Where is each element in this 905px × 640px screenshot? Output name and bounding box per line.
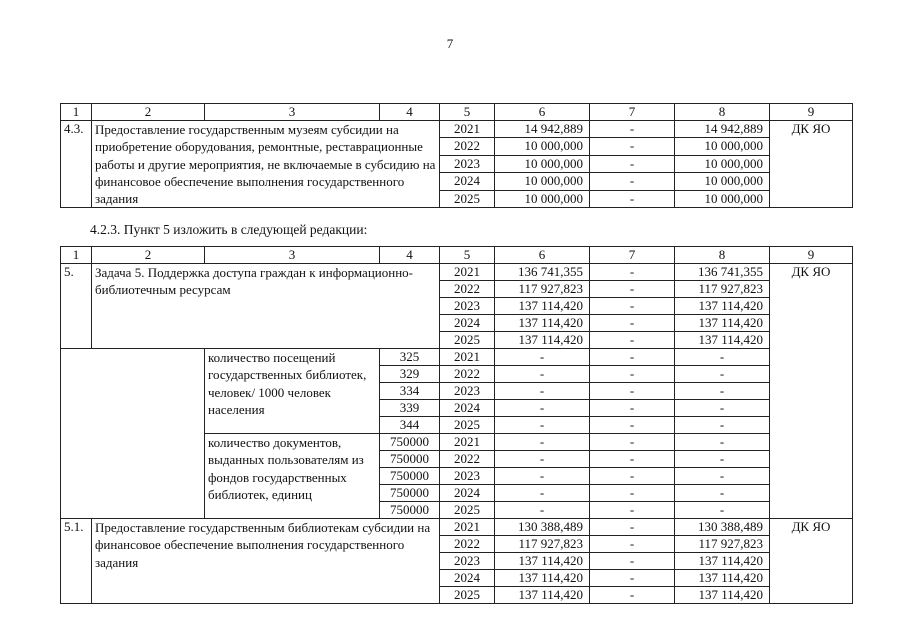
indicator-value: 750000 [380,502,440,519]
year-cell: 2025 [440,587,495,604]
amount-cell: 137 114,420 [495,298,590,315]
amount-cell: - [590,570,675,587]
amount-cell: 10 000,000 [675,138,770,155]
header-cell: 2 [92,104,205,121]
amount-cell: 137 114,420 [675,298,770,315]
header-cell: 5 [440,104,495,121]
year-cell: 2022 [440,138,495,155]
amount-cell: - [495,400,590,417]
year-cell: 2022 [440,366,495,383]
amount-cell: - [495,417,590,434]
amount-cell: 136 741,355 [495,264,590,281]
year-cell: 2021 [440,121,495,138]
amount-cell: - [590,298,675,315]
header-cell: 3 [205,247,380,264]
table-item-4-3 [60,103,853,208]
year-cell: 2021 [440,264,495,281]
amount-cell: - [495,485,590,502]
table-task-5 [60,246,853,604]
indicator-value: 329 [380,366,440,383]
amount-cell: - [590,281,675,298]
amount-cell: - [590,536,675,553]
amount-cell: - [495,434,590,451]
header-cell: 3 [205,104,380,121]
table-row [61,121,853,138]
header-cell: 2 [92,247,205,264]
amount-cell: - [675,434,770,451]
amount-cell: 130 388,489 [495,519,590,536]
year-cell: 2021 [440,519,495,536]
amount-cell: - [675,485,770,502]
year-cell: 2022 [440,451,495,468]
amount-cell: 136 741,355 [675,264,770,281]
amount-cell: - [590,502,675,519]
header-cell: 5 [440,247,495,264]
amount-cell: 10 000,000 [495,155,590,172]
amount-cell: 117 927,823 [495,536,590,553]
year-cell: 2023 [440,553,495,570]
header-cell: 7 [590,247,675,264]
amount-cell: - [590,485,675,502]
table-row [61,519,853,536]
task-description: Задача 5. Поддержка доступа граждан к информационно-библиотечным ресурсам [92,264,440,349]
amount-cell: 10 000,000 [675,173,770,190]
indicator-label: количество посещений государственных библиотек, человек/ 1000 человек населения [205,349,380,434]
amount-cell: - [675,349,770,366]
amount-cell: 130 388,489 [675,519,770,536]
header-cell: 1 [61,104,92,121]
amount-cell: - [590,383,675,400]
amount-cell: 117 927,823 [675,281,770,298]
amount-cell: - [590,468,675,485]
empty-cell [61,349,205,519]
item-description: Предоставление государственным библиотекам субсидии на финансовое обеспечение выполнения государственного задания [92,519,440,604]
header-cell: 9 [770,247,853,264]
amount-cell: 137 114,420 [495,553,590,570]
amount-cell: 137 114,420 [495,315,590,332]
indicator-value: 750000 [380,434,440,451]
amount-cell: - [495,383,590,400]
amount-cell: - [590,434,675,451]
header-cell: 4 [380,247,440,264]
amount-cell: - [675,417,770,434]
indicator-value: 339 [380,400,440,417]
header-cell: 4 [380,104,440,121]
amount-cell: - [590,400,675,417]
year-cell: 2022 [440,536,495,553]
indicator-value: 344 [380,417,440,434]
year-cell: 2021 [440,349,495,366]
amount-cell: - [590,553,675,570]
amount-cell: 137 114,420 [495,332,590,349]
year-cell: 2024 [440,485,495,502]
amount-cell: 137 114,420 [495,587,590,604]
amount-cell: 137 114,420 [675,570,770,587]
indicator-value: 750000 [380,451,440,468]
year-cell: 2025 [440,502,495,519]
amount-cell: - [590,332,675,349]
amount-cell: - [675,451,770,468]
amount-cell: 117 927,823 [495,281,590,298]
year-cell: 2025 [440,190,495,208]
item-number: 5.1. [61,519,92,604]
amount-cell: - [495,349,590,366]
year-cell: 2023 [440,155,495,172]
amount-cell: - [590,121,675,138]
indicator-value: 750000 [380,468,440,485]
year-cell: 2024 [440,400,495,417]
amount-cell: - [590,587,675,604]
page-number: 7 [446,36,454,51]
header-cell: 8 [675,104,770,121]
table-row [61,349,853,366]
item-number: 4.3. [61,121,92,208]
header-cell: 8 [675,247,770,264]
year-cell: 2024 [440,570,495,587]
amount-cell: 137 114,420 [675,553,770,570]
year-cell: 2022 [440,281,495,298]
executor-cell: ДК ЯО [770,264,853,519]
header-cell: 6 [495,247,590,264]
amount-cell: 14 942,889 [675,121,770,138]
amount-cell: - [675,383,770,400]
amount-cell: - [495,502,590,519]
amount-cell: - [590,138,675,155]
table-row [61,264,853,281]
amount-cell: - [590,519,675,536]
amount-cell: - [590,349,675,366]
amount-cell: - [495,451,590,468]
amount-cell: - [590,173,675,190]
table-header-row [61,104,853,121]
year-cell: 2023 [440,383,495,400]
amount-cell: - [675,400,770,417]
amount-cell: - [590,315,675,332]
table-header-row [61,247,853,264]
amount-cell: 137 114,420 [675,587,770,604]
item-description: Предоставление государственным музеям субсидии на приобретение оборудования, ремонтные, реставрационные работы и другие мероприятия, не включаемые в субсидию на финансовое обеспечение выполнения государственного задания [92,121,440,208]
amount-cell: - [590,417,675,434]
year-cell: 2024 [440,173,495,190]
amount-cell: 137 114,420 [495,570,590,587]
amount-cell: - [675,366,770,383]
year-cell: 2025 [440,332,495,349]
indicator-value: 750000 [380,485,440,502]
amount-cell: - [675,502,770,519]
year-cell: 2023 [440,298,495,315]
indicator-label: количество документов, выданных пользователям из фондов государственных библиотек, единиц [205,434,380,519]
year-cell: 2023 [440,468,495,485]
amount-cell: 14 942,889 [495,121,590,138]
amount-cell: 10 000,000 [675,155,770,172]
year-cell: 2025 [440,417,495,434]
amount-cell: - [590,264,675,281]
executor-cell: ДК ЯО [770,121,853,208]
amount-cell: 10 000,000 [495,190,590,208]
item-number: 5. [61,264,92,349]
header-cell: 7 [590,104,675,121]
executor-cell: ДК ЯО [770,519,853,604]
amount-cell: 10 000,000 [495,173,590,190]
header-cell: 6 [495,104,590,121]
amount-cell: - [495,366,590,383]
amount-cell: 10 000,000 [675,190,770,208]
indicator-value: 334 [380,383,440,400]
amount-cell: - [495,468,590,485]
amount-cell: 10 000,000 [495,138,590,155]
header-cell: 1 [61,247,92,264]
amount-cell: 117 927,823 [675,536,770,553]
indicator-value: 325 [380,349,440,366]
amount-cell: - [590,190,675,208]
year-cell: 2021 [440,434,495,451]
amount-cell: - [590,155,675,172]
year-cell: 2024 [440,315,495,332]
amendment-caption: 4.2.3. Пункт 5 изложить в следующей редакции: [90,222,368,237]
amount-cell: - [590,366,675,383]
header-cell: 9 [770,104,853,121]
amount-cell: 137 114,420 [675,315,770,332]
amount-cell: - [675,468,770,485]
amount-cell: 137 114,420 [675,332,770,349]
amount-cell: - [590,451,675,468]
